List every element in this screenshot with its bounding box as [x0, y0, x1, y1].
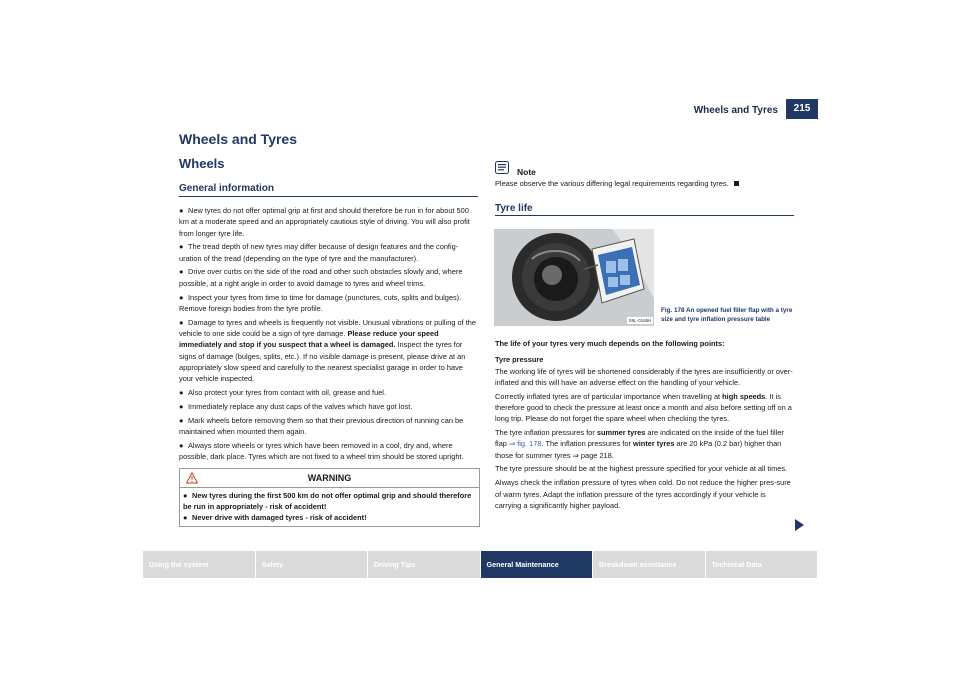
list-item: ● Always store wheels or tyres which have been removed in a cool, dry and, where possible, dark place. Tyres which are not fixed to a wheel trim should be stored upright. [179, 440, 464, 461]
section-rule [495, 215, 794, 216]
paragraph: The working life of tyres will be shortened considerably if the tyres are insufficiently or over-inflated and this will have an adverse effect on the handling of your vehicle. [495, 366, 793, 387]
list-item: ● Immediately replace any dust caps of the valves which have got lost. [179, 401, 413, 411]
page-reference-link[interactable]: ⇒ page 218 [572, 450, 612, 460]
section-rule [179, 196, 478, 197]
figure-reference-link[interactable]: ⇒ fig. 178 [508, 439, 542, 449]
list-item: ● New tyres do not offer optimal grip at first and should therefore be run in for about 500 km at a moderate speed and an appropriately cautious style of driving. You will also profit from longer tyre life. [179, 206, 470, 238]
warning-item: ● New tyres during the first 500 km do not offer optimal grip and should therefore be run in appropriately - risk of accident! [183, 491, 472, 511]
running-header-title: Wheels and Tyres [693, 105, 778, 116]
page-number: 215 [786, 99, 818, 119]
tab-breakdown-assistance[interactable]: Breakdown assistance [593, 551, 706, 578]
tyre-life-intro: The life of your tyres very much depends on the following points: [495, 339, 725, 348]
subsection-title-general: General information [179, 183, 275, 194]
list-item: ● Inspect your tyres from time to time for damage (punctures, cuts, splits and bulges). Remove foreign bodies from the tyre profile. [179, 292, 462, 313]
tab-driving-tips[interactable]: Driving Tips [368, 551, 481, 578]
tab-safety[interactable]: Safety [256, 551, 369, 578]
warning-item: ● Never drive with damaged tyres - risk of accident! [183, 513, 367, 522]
list-item: ● Drive over curbs on the side of the road and other such obstacles slowly and, where possible, at a right angle in order to avoid damage to tyres and wheel trims. [179, 267, 463, 288]
list-item: ● Also protect your tyres from contact with oil, grease and fuel. [179, 387, 386, 397]
general-info-list [179, 205, 478, 465]
fuel-filler-flap-figure [494, 229, 654, 326]
paragraph: Always check the inflation pressure of tyres when cold. Do not reduce the higher pres-sure of warm tyres. Adapt the inflation pressure of the tyres accordingly if your vehicle is carrying a significantly higher payload. [495, 478, 791, 510]
paragraph: The tyre inflation pressures for summer tyres are indicated on the inside of the fuel filler flap ⇒ fig. 178. The inflation pressures for winter tyres are 20 kPa (0.2 bar) higher than those for summer tyres ⇒ page 218. [495, 428, 784, 460]
subsection-title-tyre-life: Tyre life [495, 203, 533, 214]
chapter-title: Wheels and Tyres [179, 131, 298, 147]
tab-using-the-system[interactable]: Using the system [143, 551, 256, 578]
tab-technical-data[interactable]: Technical Data [706, 551, 819, 578]
tyre-pressure-heading: Tyre pressure [495, 355, 544, 365]
warning-box [179, 468, 480, 527]
tab-general-maintenance[interactable]: General Maintenance [481, 551, 594, 578]
list-item: ● The tread depth of new tyres may differ because of design features and the config-uration of the tread (depending on the type of tyre and the manufacturer). [179, 242, 459, 263]
note-icon [495, 161, 509, 174]
figure-code: S6L-0168H [628, 318, 652, 323]
note-text: Please observe the various differing legal requirements regarding tyres. [495, 178, 795, 189]
figure-caption: Fig. 178 An opened fuel filler flap with a tyre size and tyre inflation pressure table [661, 307, 793, 323]
end-square-icon [734, 181, 739, 186]
fuel-filler-flap-illustration [494, 229, 654, 326]
list-item: ● Mark wheels before removing them so that their previous direction of running can be maintained when mounted them again. [179, 415, 464, 436]
paragraph: The tyre pressure should be at the highest pressure specified for your vehicle at all times. [495, 464, 788, 474]
tyre-life-body [495, 338, 794, 514]
next-page-arrow-icon[interactable] [795, 519, 804, 531]
note-title: Note [517, 167, 536, 177]
section-title: Wheels [179, 156, 225, 171]
paragraph: Correctly inflated tyres are of particular importance when travelling at high speeds. It is therefore good to check the pressure at least once a month and also before setting off on a long trip. Please do not forget the spare wheel when checking the tyres. [495, 391, 792, 424]
list-item: ● Damage to tyres and wheels is frequently not visible. Unusual vibrations or pulling of the vehicle to one side could be a sign of tyre damage. Please reduce your speed immediately and stop if you suspect that a wheel is damaged. Inspect the tyres for signs of damage (bulges, splits, etc.). If no visible damage is present, please drive at an appropriately slow speed and carefully to the nearest specialist garage in order to have your vehicle inspected. [179, 317, 476, 384]
chapter-nav [143, 551, 818, 578]
warning-title: WARNING [307, 473, 352, 483]
